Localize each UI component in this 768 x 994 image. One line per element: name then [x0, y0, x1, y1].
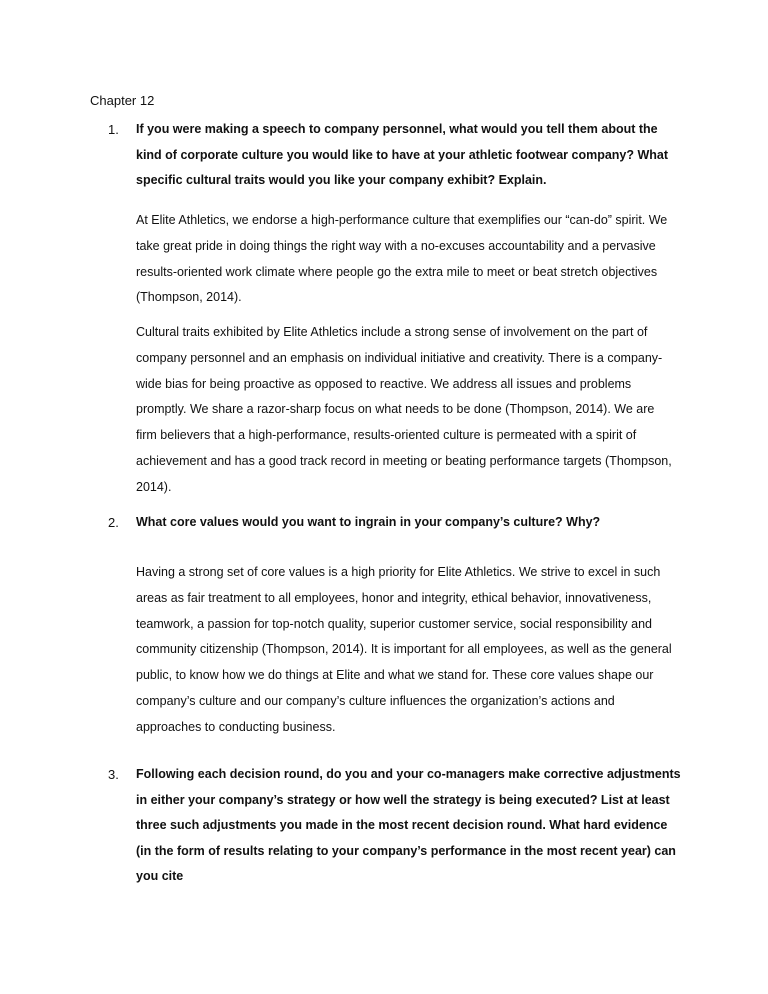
answer-paragraph: Cultural traits exhibited by Elite Athletics include a strong sense of involvement on the part of company personnel and an emphasis on individual initiative and creativity. There is a company-wide bias for being proactive as opposed to reactive. We address all issues and problems promptly. We share a razor-sharp focus on what needs to be done (Thompson, 2014). We are firm believers that a high-performance, results-oriented culture is permeated with a spirit of achievement and has a good track record in meeting or beating performance targets (Thompson, 2014). [136, 325, 672, 494]
question-text: If you were making a speech to company personnel, what would you tell them about the kind of corporate culture you would like to have at your athletic footwear company? What specific cultural traits would you like your company exhibit? Explain. [136, 122, 669, 187]
chapter-heading: Chapter 12 [90, 93, 155, 108]
question-number: 3. [108, 767, 119, 782]
question-number: 2. [108, 515, 119, 530]
question-text: What core values would you want to ingrain in your company’s culture? Why? [136, 515, 601, 529]
answer-paragraph: Having a strong set of core values is a high priority for Elite Athletics. We strive to excel in such areas as fair treatment to all employees, honor and integrity, ethical behavior, innovativeness, teamwork, a passion for top-notch quality, superior customer service, social responsibility and community citizenship (Thompson, 2014). It is important for all employees, as well as the general public, to know how we do things at Elite and what we stand for. These core values shape our company’s culture and our company’s culture influences the organization’s actions and approaches to conducting business. [136, 565, 672, 734]
question-number: 1. [108, 122, 119, 137]
answer-paragraph: At Elite Athletics, we endorse a high-performance culture that exemplifies our “can-do” spirit. We take great pride in doing things the right way with a no-excuses accountability and a pervasive results-oriented work climate where people go the extra mile to meet or beat stretch objectives (Thompson, 2014). [136, 213, 668, 305]
question-text: Following each decision round, do you and your co-managers make corrective adjustments in either your company’s strategy or how well the strategy is being executed? List at least three such adjustments you made in the most recent decision round. What hard evidence (in the form of results relating to your company’s performance in the most recent year) can you cite [136, 767, 681, 883]
